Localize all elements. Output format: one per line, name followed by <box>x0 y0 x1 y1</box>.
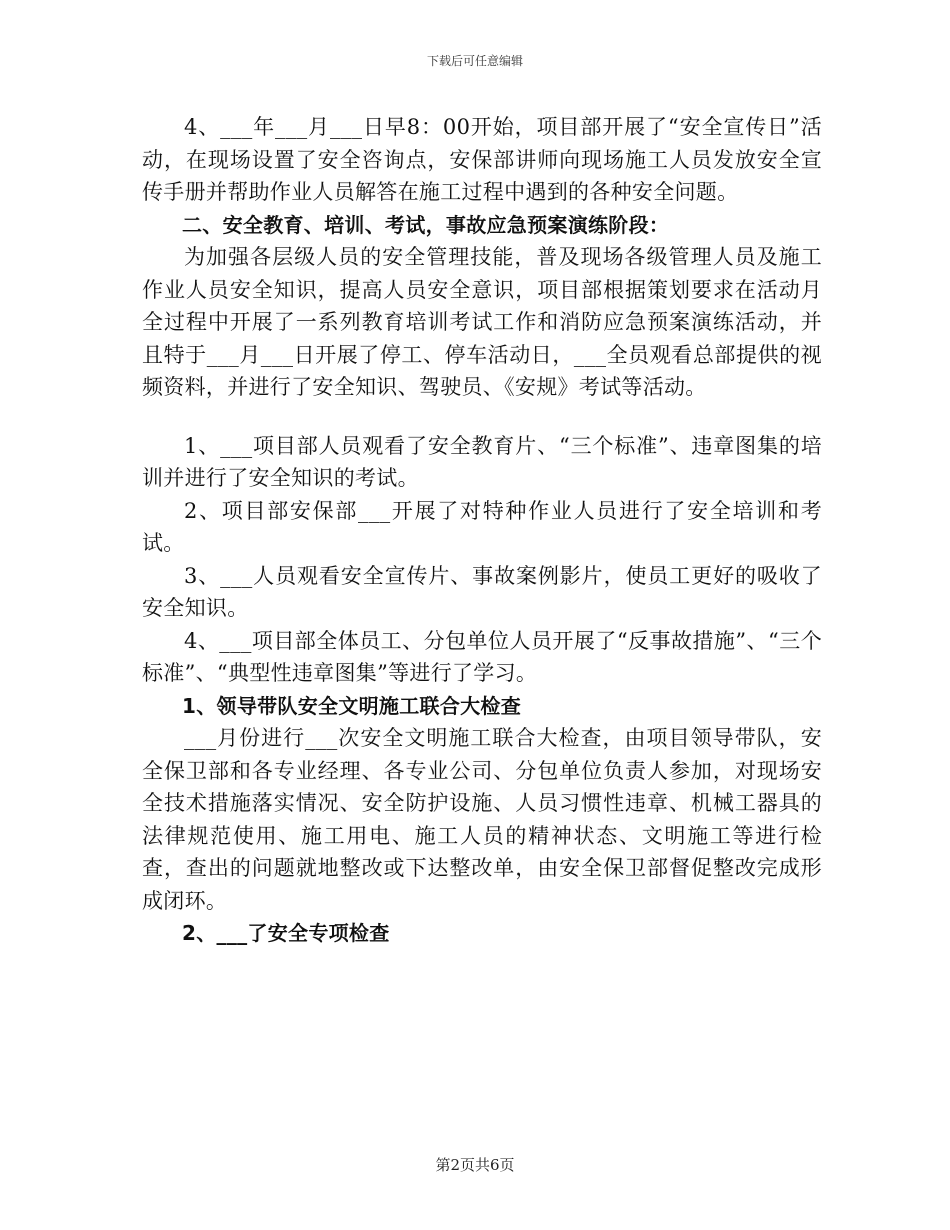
list-item-education-4: 4、___项目部全体员工、分包单位人员开展了“反事故措施”、“三个标准”、“典型性违章图集”等进行了学习。 <box>142 628 822 685</box>
list-item-education-3: 3、___人员观看安全宣传片、事故案例影片，使员工更好的吸收了安全知识。 <box>142 563 822 620</box>
paragraph-education-intro: 为加强各层级人员的安全管理技能，普及现场各级管理人员及施工作业人员安全知识，提高人员安全意识，项目部根据策划要求在活动月全过程中开展了一系列教育培训考试工作和消防应急预案演练活动，并且特于___月___日开展了停工、停车活动日，___全员观看总部提供的视频资料，并进行了安全知识、驾驶员、《安规》考试等活动。 <box>142 245 822 399</box>
paragraph-safety-day: 4、___年___月___日早8：00开始，项目部开展了“安全宣传日”活动，在现场设置了安全咨询点，安保部讲师向现场施工人员发放安全宣传手册并帮助作业人员解答在施工过程中遇到的各种安全问题。 <box>142 115 822 204</box>
list-item-education-2: 2、项目部安保部___开展了对特种作业人员进行了安全培训和考试。 <box>142 498 822 555</box>
page-header-note: 下载后可任意编辑 <box>426 54 523 68</box>
section-heading-education: 二、安全教育、培训、考试，事故应急预案演练阶段： <box>182 212 670 237</box>
page-number-footer: 第2页共6页 <box>435 1156 515 1174</box>
subheading-joint-inspection: 1、领导带队安全文明施工联合大检查 <box>182 693 522 718</box>
subheading-special-inspection: 2、___了安全专项检查 <box>182 921 390 945</box>
list-item-education-1: 1、___项目部人员观看了安全教育片、“三个标准”、违章图集的培训并进行了安全知识的考试。 <box>142 433 822 490</box>
document-body <box>142 111 822 950</box>
paragraph-joint-inspection: ___月份进行___次安全文明施工联合大检查，由项目领导带队，安全保卫部和各专业经理、各专业公司、分包单位负责人参加，对现场安全技术措施落实情况、安全防护设施、人员习惯性违章、机械工器具的法律规范使用、施工用电、施工人员的精神状态、文明施工等进行检查，查出的问题就地整改或下达整改单，由安全保卫部督促整改完成形成闭环。 <box>142 726 822 913</box>
